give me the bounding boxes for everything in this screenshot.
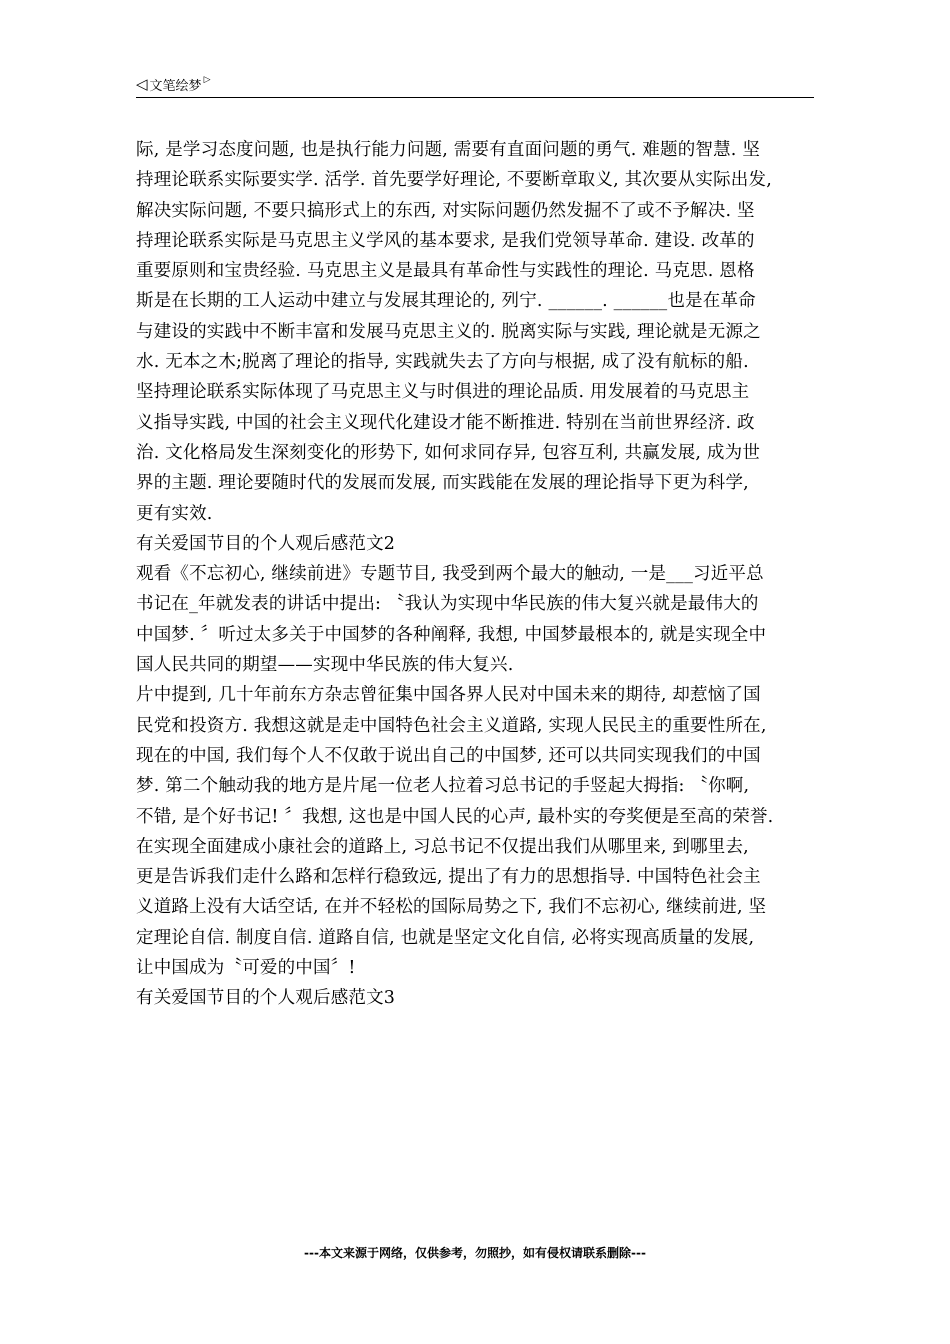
text-line: 持理论联系实际是马克思主义学风的基本要求, 是我们党领导革命. 建设. 改革的	[136, 230, 755, 251]
text-line: 水. 无本之木;脱离了理论的指导, 实践就失去了方向与根据, 成了没有航标的船.	[136, 352, 749, 373]
text-line: 民党和投资方. 我想这就是走中国特色社会主义道路, 实现人民民主的重要性所在,	[136, 715, 767, 736]
text-line: 梦. 第二个触动我的地方是片尾一位老人拉着习总书记的手竖起大拇指: 〝你啊,	[136, 776, 750, 797]
page-footer: ---本文来源于网络，仅供参考，勿照抄，如有侵权请联系删除---	[304, 1246, 646, 1260]
text-line: 不错, 是个好书记! 〞我想, 这也是中国人民的心声, 最朴实的夸奖便是至高的荣誉.	[136, 806, 774, 827]
triangle-right-icon: ▷	[203, 75, 211, 85]
text-line: 与建设的实践中不断丰富和发展马克思主义的. 脱离实际与实践, 理论就是无源之	[136, 321, 761, 342]
text-line: 坚持理论联系实际体现了马克思主义与时俱进的理论品质. 用发展着的马克思主	[136, 382, 750, 403]
text-line: 国人民共同的期望——实现中华民族的伟大复兴.	[136, 655, 514, 676]
text-line: 持理论联系实际要实学. 活学. 首先要学好理论, 不要断章取义, 其次要从实际出发,	[136, 170, 772, 191]
text-line: 斯是在长期的工人运动中建立与发展其理论的, 列宁. ______. ______也是在革命	[136, 291, 756, 312]
text-line: 书记在_年就发表的讲话中提出: 〝我认为实现中华民族的伟大复兴就是最伟大的	[136, 594, 759, 615]
header-divider	[136, 97, 814, 98]
text-line: 解决实际问题, 不要只搞形式上的东西, 对实际问题仍然发掘不了或不予解决. 坚	[136, 200, 755, 221]
text-line: 重要原则和宝贵经验. 马克思主义是最具有革命性与实践性的理论. 马克思. 恩格	[136, 261, 755, 282]
brand-name: 文笔绘梦	[149, 79, 202, 94]
text-line: 有关爱国节目的个人观后感范文2	[136, 533, 396, 554]
text-line: 义道路上没有大话空话, 在并不轻松的国际局势之下, 我们不忘初心, 继续前进, 坚	[136, 897, 767, 918]
article-body	[136, 135, 816, 1014]
text-line: 让中国成为〝可爱的中国〞!	[136, 958, 356, 979]
text-line: 定理论自信. 制度自信. 道路自信, 也就是坚定文化自信, 必将实现高质量的发展,	[136, 927, 755, 948]
text-line: 片中提到, 几十年前东方杂志曾征集中国各界人民对中国未来的期待, 却惹恼了国	[136, 685, 761, 706]
text-line: 中国梦. 〞听过太多关于中国梦的各种阐释, 我想, 中国梦最根本的, 就是实现全中	[136, 624, 767, 645]
text-line: 际, 是学习态度问题, 也是执行能力问题, 需要有直面问题的勇气. 难题的智慧. 坚	[136, 140, 761, 160]
text-line: 更有实效.	[136, 503, 213, 524]
text-line: 现在的中国, 我们每个人不仅敢于说出自己的中国梦, 还可以共同实现我们的中国	[136, 745, 761, 766]
page-header	[136, 75, 814, 94]
text-line: 有关爱国节目的个人观后感范文3	[136, 988, 396, 1009]
text-line: 在实现全面建成小康社会的道路上, 习总书记不仅提出我们从哪里来, 到哪里去,	[136, 836, 749, 857]
text-line: 治. 文化格局发生深刻变化的形势下, 如何求同存异, 包容互利, 共赢发展, 成为世	[136, 442, 761, 463]
text-line: 更是告诉我们走什么路和怎样行稳致远, 提出了有力的思想指导. 中国特色社会主	[136, 867, 761, 888]
text-line: 观看《不忘初心, 继续前进》专题节目, 我受到两个最大的触动, 一是___习近平总	[136, 564, 764, 585]
text-line: 义指导实践, 中国的社会主义现代化建设才能不断推进. 特别在当前世界经济. 政	[136, 412, 755, 433]
triangle-left-icon: ◁	[136, 75, 148, 93]
brand-logo	[136, 75, 210, 94]
text-line: 界的主题. 理论要随时代的发展而发展, 而实践能在发展的理论指导下更为科学,	[136, 473, 749, 494]
